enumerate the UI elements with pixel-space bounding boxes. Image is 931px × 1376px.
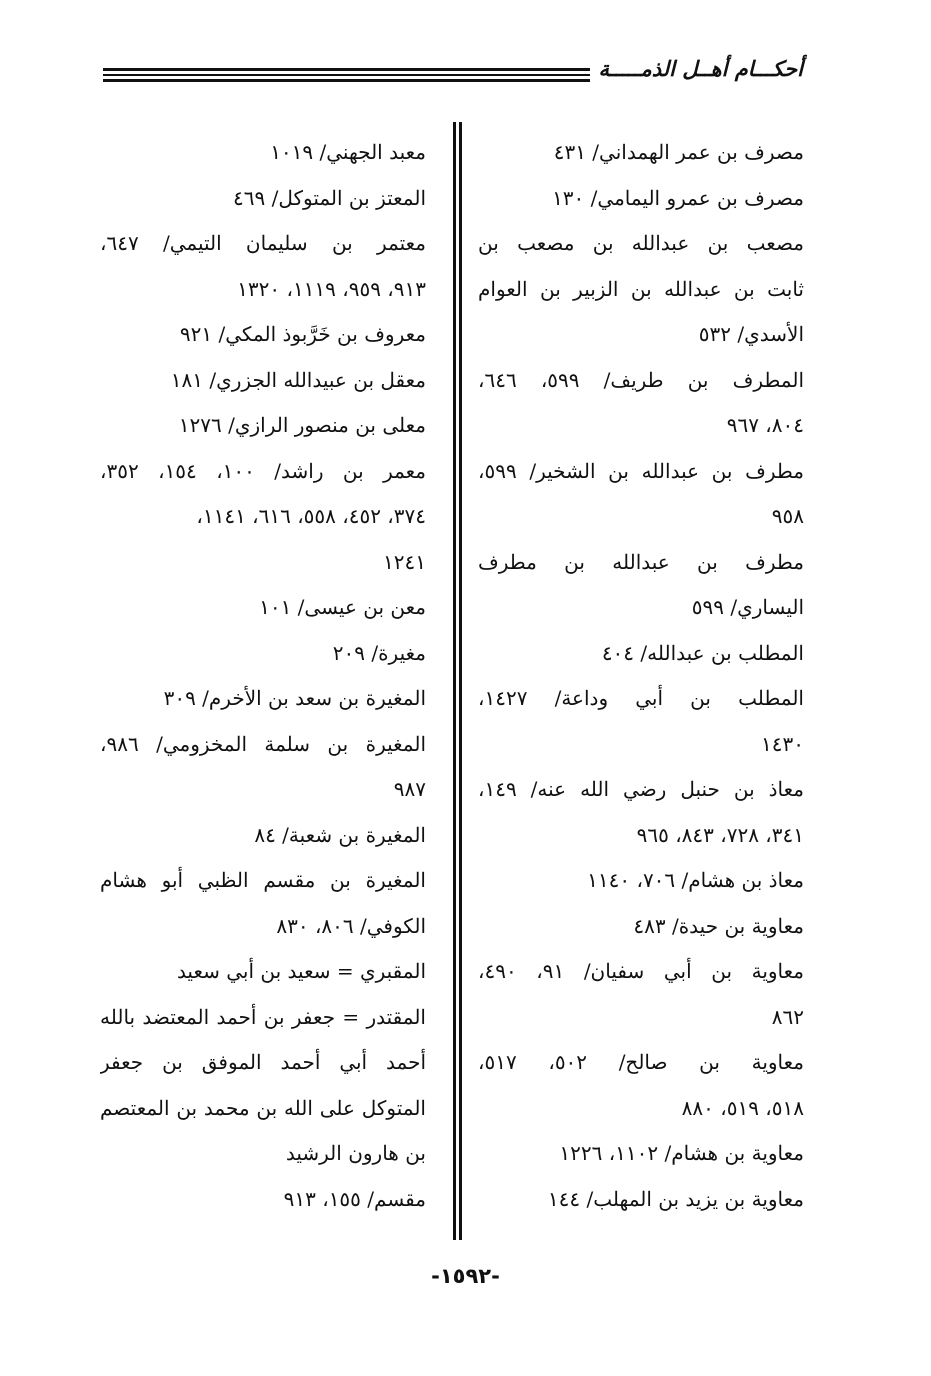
index-entry-line: المتوكل على الله بن محمد بن المعتصم <box>100 1095 426 1120</box>
index-entry-line: معاوية بن يزيد بن المهلب/ ١٤٤ <box>547 1186 804 1211</box>
index-entry-line: المطلب بن عبدالله/ ٤٠٤ <box>601 640 804 665</box>
index-entry-line: ٥١٨، ٥١٩، ٨٨٠ <box>681 1095 804 1120</box>
index-entry-line: معقل بن عبيدالله الجزري/ ١٨١ <box>170 367 426 392</box>
index-entry-line: معن بن عيسى/ ١٠١ <box>259 595 426 619</box>
index-entry-line: المغيرة بن مقسم الظبي أبو هشام <box>100 868 426 892</box>
index-entry-line: المطرف بن طريف/ ٥٩٩، ٦٤٦، <box>478 367 804 392</box>
index-entry-line: مصرف بن عمر الهمداني/ ٤٣١ <box>553 140 804 164</box>
index-entry-line: المغيرة بن سلمة المخزومي/ ٩٨٦، <box>100 731 426 756</box>
index-entry-line: معاوية بن أبي سفيان/ ٩١، ٤٩٠، <box>478 959 804 983</box>
index-entry-line: ٨٦٢ <box>771 1004 804 1029</box>
index-entry-line: ٩١٣، ٩٥٩، ١١١٩، ١٣٢٠ <box>237 276 426 301</box>
index-entry-line: معاذ بن هشام/ ٧٠٦، ١١٤٠ <box>587 868 804 892</box>
index-entry-line: المطلب بن أبي وداعة/ ١٤٢٧، <box>478 686 804 710</box>
column-separator-line <box>459 122 462 1240</box>
index-entry-line: ٩٨٧ <box>393 777 426 801</box>
index-entry-line: معاوية بن حيدة/ ٤٨٣ <box>633 913 804 938</box>
index-entry-line: بن هارون الرشيد <box>285 1141 426 1165</box>
index-entry-line: مصعب بن عبدالله بن مصعب بن <box>478 231 804 255</box>
page-number: -١٥٩٢- <box>431 1264 500 1288</box>
index-entry-line: المعتز بن المتوكل/ ٤٦٩ <box>232 185 426 210</box>
index-entry-line: ١٢٤١ <box>383 549 426 574</box>
index-entry-line: ١٤٣٠ <box>761 731 804 756</box>
index-entry-line: المقتدر = جعفر بن أحمد المعتضد بالله <box>100 1004 426 1029</box>
running-header-title: أحكـــام أهــل الذمـــــة <box>598 56 803 81</box>
header-rule-bottom <box>103 79 590 82</box>
column-separator-line <box>453 122 456 1240</box>
index-entry-line: معبد الجهني/ ١٠١٩ <box>270 140 426 164</box>
index-entry-line: معلى بن منصور الرازي/ ١٢٧٦ <box>178 413 426 437</box>
index-entry-line: معمر بن راشد/ ١٠٠، ١٥٤، ٣٥٢، <box>100 458 426 483</box>
index-entry-line: ٣٧٤، ٤٥٢، ٥٥٨، ٦١٦، ١١٤١، <box>196 504 426 528</box>
index-entry-line: مطرف بن عبدالله بن مطرف <box>478 549 804 574</box>
index-entry-line: مقسم/ ١٥٥، ٩١٣ <box>283 1186 426 1211</box>
index-entry-line: ثابت بن عبدالله بن الزبير بن العوام <box>478 276 804 301</box>
index-entry-line: المقبري = سعيد بن أبي سعيد <box>176 959 426 983</box>
index-entry-line: المغيرة بن شعبة/ ٨٤ <box>254 822 426 847</box>
index-entry-line: الكوفي/ ٨٠٦، ٨٣٠ <box>276 913 426 938</box>
index-entry-line: معاوية بن صالح/ ٥٠٢، ٥١٧، <box>478 1050 804 1074</box>
index-entry-line: ٨٠٤، ٩٦٧ <box>726 413 804 437</box>
index-entry-line: مطرف بن عبدالله بن الشخير/ ٥٩٩، <box>478 458 804 483</box>
index-entry-line: مصرف بن عمرو اليمامي/ ١٣٠ <box>552 185 804 210</box>
index-column-right <box>478 130 804 1222</box>
index-entry-line: معروف بن خَرَّبوذ المكي/ ٩٢١ <box>179 322 426 346</box>
header-rule-middle <box>103 74 590 76</box>
index-column-left <box>100 130 426 1222</box>
index-entry-line: ٩٥٨ <box>771 504 804 528</box>
header-rule-top <box>103 68 590 71</box>
index-entry-line: أحمد أبي أحمد الموفق بن جعفر <box>100 1050 426 1074</box>
index-entry-line: مغيرة/ ٢٠٩ <box>332 640 426 665</box>
index-entry-line: ٣٤١، ٧٢٨، ٨٤٣، ٩٦٥ <box>636 822 804 847</box>
index-entry-line: معاذ بن حنبل رضي الله عنه/ ١٤٩، <box>478 777 804 801</box>
index-entry-line: المغيرة بن سعد بن الأخرم/ ٣٠٩ <box>163 686 426 710</box>
index-entry-line: اليساري/ ٥٩٩ <box>691 595 804 619</box>
index-entry-line: معتمر بن سليمان التيمي/ ٦٤٧، <box>100 231 426 255</box>
index-entry-line: الأسدي/ ٥٣٢ <box>698 322 804 346</box>
index-entry-line: معاوية بن هشام/ ١١٠٢، ١٢٢٦ <box>559 1141 804 1165</box>
